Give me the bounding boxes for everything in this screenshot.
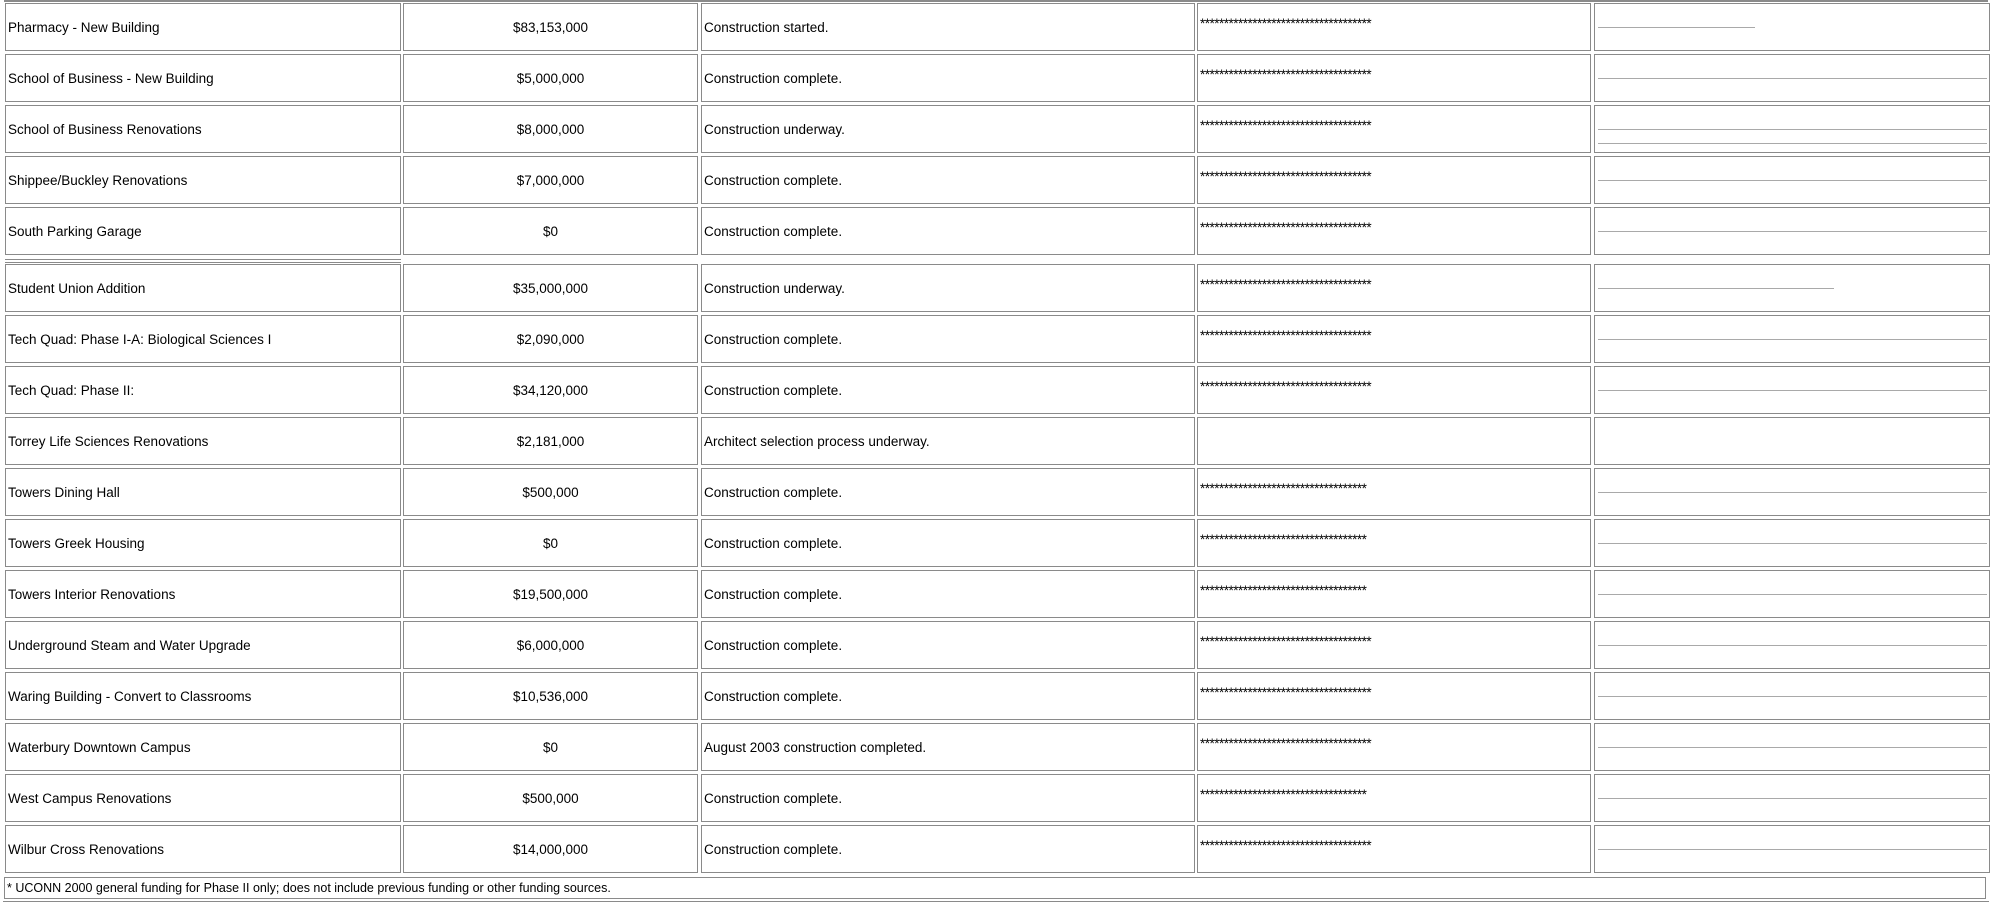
status-marker [1197, 468, 1591, 516]
progress-rule [1598, 143, 1987, 144]
project-status: Construction complete. [701, 774, 1195, 822]
status-marker [1197, 417, 1591, 465]
table-row [4, 467, 1990, 518]
status-marker [1197, 774, 1591, 822]
progress-rule-cell [1594, 264, 1990, 312]
table-row [4, 518, 1990, 569]
funding-amount: $10,536,000 [403, 672, 698, 720]
asterisk-marker: ************************************ [1200, 169, 1372, 184]
funding-footnote: * UCONN 2000 general funding for Phase II only; does not include previous funding or other funding sources. [4, 877, 1986, 899]
status-marker [1197, 156, 1591, 204]
project-name: Torrey Life Sciences Renovations [5, 417, 401, 465]
funding-amount: $0 [403, 723, 698, 771]
funding-amount: $8,000,000 [403, 105, 698, 153]
status-marker [1197, 570, 1591, 618]
progress-rule [1598, 129, 1987, 130]
status-marker [1197, 105, 1591, 153]
project-status: Construction complete. [701, 207, 1195, 255]
asterisk-marker: ************************************ [1200, 736, 1372, 751]
progress-rule-cell [1594, 366, 1990, 414]
table-row [4, 365, 1990, 416]
funding-amount: $2,090,000 [403, 315, 698, 363]
progress-rule-cell [1594, 207, 1990, 255]
asterisk-marker: ************************************ [1200, 277, 1372, 292]
status-marker [1197, 207, 1591, 255]
project-status: Construction complete. [701, 468, 1195, 516]
funding-amount: $35,000,000 [403, 264, 698, 312]
progress-rule-cell [1594, 54, 1990, 102]
progress-rule-cell [1594, 825, 1990, 873]
table-row [4, 104, 1990, 155]
status-marker [1197, 315, 1591, 363]
progress-rule-cell [1594, 105, 1990, 153]
progress-rule-cell [1594, 417, 1990, 465]
progress-rule [1598, 645, 1987, 646]
asterisk-marker: ************************************ [1200, 634, 1372, 649]
asterisk-marker: ************************************ [1200, 685, 1372, 700]
project-name: Student Union Addition [5, 264, 401, 312]
table-row [4, 206, 1990, 257]
status-marker [1197, 264, 1591, 312]
asterisk-marker: *********************************** [1200, 583, 1367, 598]
funding-amount: $6,000,000 [403, 621, 698, 669]
status-marker [1197, 825, 1591, 873]
progress-rule [1598, 747, 1987, 748]
table-row [4, 416, 1990, 467]
asterisk-marker: ************************************ [1200, 838, 1372, 853]
progress-rule-cell [1594, 570, 1990, 618]
project-status: Construction underway. [701, 264, 1195, 312]
table-row [4, 773, 1990, 824]
progress-rule [1598, 390, 1987, 391]
project-status: Construction complete. [701, 315, 1195, 363]
project-status: Construction complete. [701, 672, 1195, 720]
funding-amount: $500,000 [403, 774, 698, 822]
asterisk-marker: ************************************ [1200, 16, 1372, 31]
project-status: Construction started. [701, 3, 1195, 51]
project-status: Architect selection process underway. [701, 417, 1195, 465]
table-row [4, 569, 1990, 620]
progress-rule [1598, 696, 1987, 697]
table-row [4, 263, 1990, 314]
status-marker [1197, 366, 1591, 414]
table-row [4, 620, 1990, 671]
table-bottom-border [3, 901, 1989, 902]
project-name: Waterbury Downtown Campus [5, 723, 401, 771]
asterisk-marker: ************************************ [1200, 67, 1372, 82]
table-row [4, 314, 1990, 365]
project-status: August 2003 construction completed. [701, 723, 1195, 771]
progress-rule [1598, 288, 1834, 289]
table-row [4, 824, 1990, 875]
funding-amount: $0 [403, 207, 698, 255]
asterisk-marker: ************************************ [1200, 118, 1372, 133]
project-name: Tech Quad: Phase I-A: Biological Sciences I [5, 315, 401, 363]
project-name: West Campus Renovations [5, 774, 401, 822]
progress-rule-cell [1594, 621, 1990, 669]
status-marker [1197, 54, 1591, 102]
project-status: Construction complete. [701, 825, 1195, 873]
asterisk-marker: ************************************ [1200, 379, 1372, 394]
progress-rule-cell [1594, 156, 1990, 204]
progress-rule [1598, 594, 1987, 595]
table-row [4, 155, 1990, 206]
status-marker [1197, 723, 1591, 771]
status-marker [1197, 519, 1591, 567]
project-status: Construction complete. [701, 366, 1195, 414]
funding-amount: $0 [403, 519, 698, 567]
progress-rule [1598, 492, 1987, 493]
project-name: School of Business - New Building [5, 54, 401, 102]
progress-rule-cell [1594, 672, 1990, 720]
progress-rule [1598, 798, 1987, 799]
progress-rule [1598, 78, 1987, 79]
progress-rule [1598, 27, 1755, 28]
progress-rule [1598, 339, 1987, 340]
funding-amount: $19,500,000 [403, 570, 698, 618]
project-status: Construction complete. [701, 519, 1195, 567]
asterisk-marker: *********************************** [1200, 532, 1367, 547]
status-marker [1197, 621, 1591, 669]
project-name: Shippee/Buckley Renovations [5, 156, 401, 204]
funding-amount: $83,153,000 [403, 3, 698, 51]
table-row [4, 671, 1990, 722]
asterisk-marker: *********************************** [1200, 481, 1367, 496]
table-row [4, 53, 1990, 104]
asterisk-marker: ************************************ [1200, 220, 1372, 235]
progress-rule-cell [1594, 468, 1990, 516]
table-row [4, 722, 1990, 773]
progress-rule-cell [1594, 3, 1990, 51]
funding-amount: $2,181,000 [403, 417, 698, 465]
progress-rule-cell [1594, 519, 1990, 567]
project-name: Waring Building - Convert to Classrooms [5, 672, 401, 720]
project-name: Towers Interior Renovations [5, 570, 401, 618]
project-status: Construction underway. [701, 105, 1195, 153]
project-name: Towers Greek Housing [5, 519, 401, 567]
asterisk-marker: *********************************** [1200, 787, 1367, 802]
project-name: Pharmacy - New Building [5, 3, 401, 51]
project-status: Construction complete. [701, 54, 1195, 102]
funding-amount: $5,000,000 [403, 54, 698, 102]
project-status: Construction complete. [701, 621, 1195, 669]
project-status: Construction complete. [701, 570, 1195, 618]
asterisk-marker: ************************************ [1200, 328, 1372, 343]
progress-rule [1598, 231, 1987, 232]
progress-rule [1598, 543, 1987, 544]
project-name: Tech Quad: Phase II: [5, 366, 401, 414]
project-name: Towers Dining Hall [5, 468, 401, 516]
progress-rule [1598, 849, 1987, 850]
status-marker [1197, 3, 1591, 51]
project-name: School of Business Renovations [5, 105, 401, 153]
funding-amount: $14,000,000 [403, 825, 698, 873]
project-name: South Parking Garage [5, 207, 401, 255]
progress-rule-cell [1594, 315, 1990, 363]
funding-amount: $34,120,000 [403, 366, 698, 414]
project-name: Underground Steam and Water Upgrade [5, 621, 401, 669]
funding-amount: $500,000 [403, 468, 698, 516]
table-row [4, 2, 1990, 53]
status-marker [1197, 672, 1591, 720]
progress-rule-cell [1594, 723, 1990, 771]
funding-amount: $7,000,000 [403, 156, 698, 204]
progress-rule-cell [1594, 774, 1990, 822]
progress-rule [1598, 180, 1987, 181]
project-status: Construction complete. [701, 156, 1195, 204]
project-name: Wilbur Cross Renovations [5, 825, 401, 873]
